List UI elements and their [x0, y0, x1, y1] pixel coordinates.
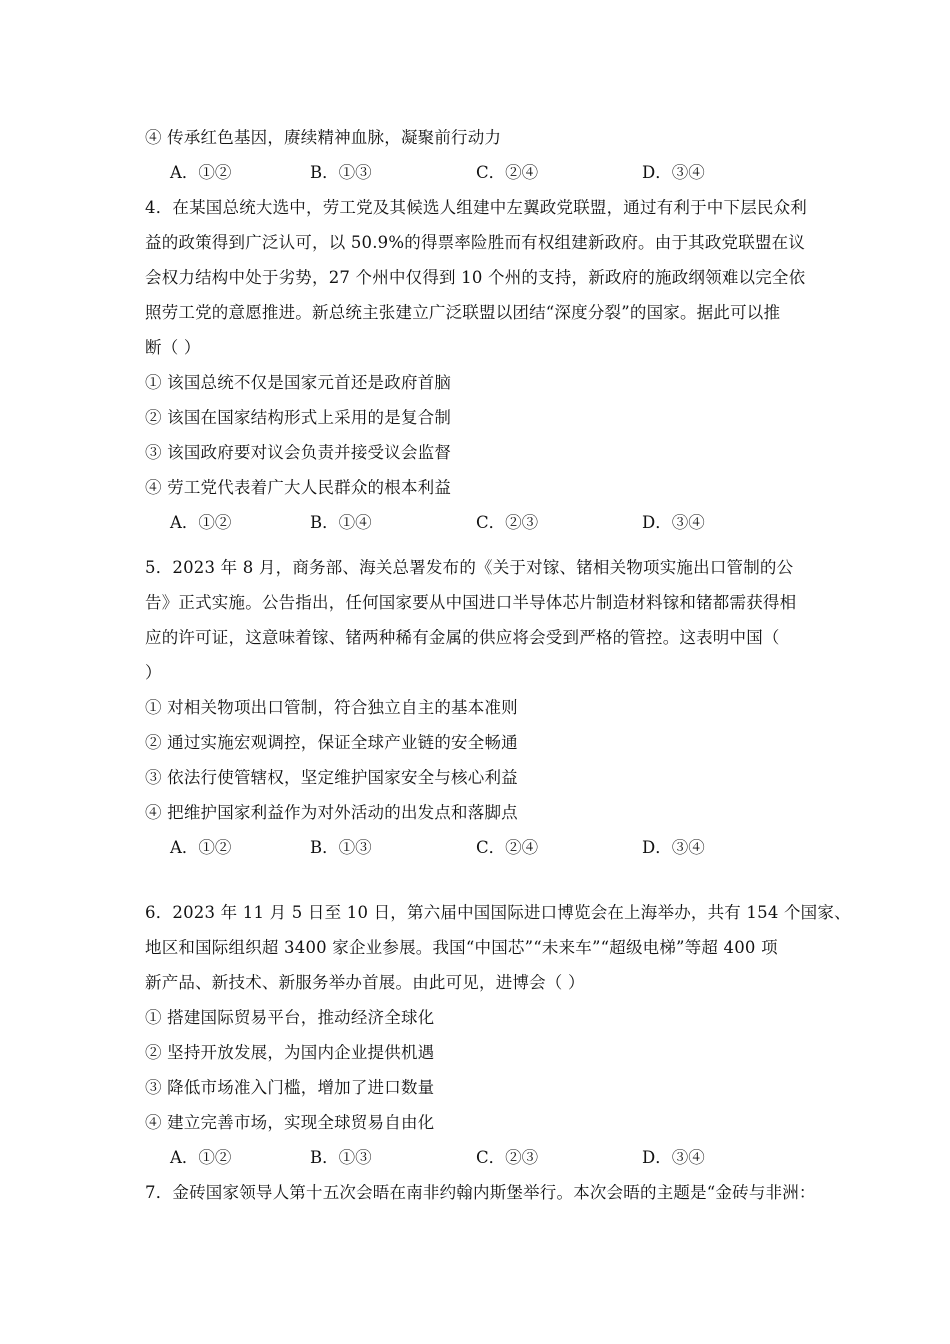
q6-stem-line: 地区和国际组织超 3400 家企业参展。我国“中国芯”“未来车”“超级电梯”等超 400 项 [145, 938, 778, 957]
q5-stem-line: ） [145, 663, 162, 682]
q5-item-1: ① 对相关物项出口管制，符合独立自主的基本准则 [145, 698, 518, 717]
q7-stem-line: 7．金砖国家领导人第十五次会晤在南非约翰内斯堡举行。本次会晤的主题是“金砖与非洲： [145, 1183, 816, 1202]
q6-item-3: ③ 降低市场准入门槛，增加了进口数量 [145, 1078, 435, 1097]
q4-item-1: ① 该国总统不仅是国家元首还是政府首脑 [145, 373, 452, 392]
q3-option-a[interactable]: A．①② [170, 163, 232, 182]
q5-item-4: ④ 把维护国家利益作为对外活动的出发点和落脚点 [145, 803, 518, 822]
q3-option-c[interactable]: C．②④ [476, 163, 539, 182]
q5-option-a[interactable]: A．①② [170, 838, 232, 857]
q4-option-d[interactable]: D．③④ [642, 513, 705, 532]
q6-option-a[interactable]: A．①② [170, 1148, 232, 1167]
q4-stem-line: 4．在某国总统大选中，劳工党及其候选人组建中左翼政党联盟，通过有利于中下层民众利 [145, 198, 807, 217]
q5-item-2: ② 通过实施宏观调控，保证全球产业链的安全畅通 [145, 733, 518, 752]
q3-option-d[interactable]: D．③④ [642, 163, 705, 182]
q5-option-b[interactable]: B．①③ [310, 838, 372, 857]
q4-stem-line: 断（ ） [145, 338, 201, 357]
q5-stem-line: 应的许可证，这意味着镓、锗两种稀有金属的供应将会受到严格的管控。这表明中国（ [145, 628, 780, 647]
q6-item-4: ④ 建立完善市场，实现全球贸易自由化 [145, 1113, 435, 1132]
q5-option-c[interactable]: C．②④ [476, 838, 539, 857]
q4-stem-line: 益的政策得到广泛认可，以 50.9%的得票率险胜而有权组建新政府。由于其政党联盟在议 [145, 233, 806, 252]
q4-item-3: ③ 该国政府要对议会负责并接受议会监督 [145, 443, 452, 462]
q6-item-1: ① 搭建国际贸易平台，推动经济全球化 [145, 1008, 435, 1027]
q4-option-b[interactable]: B．①④ [310, 513, 372, 532]
q3-item-4: ④ 传承红色基因，赓续精神血脉，凝聚前行动力 [145, 128, 502, 147]
q4-stem-line: 照劳工党的意愿推进。新总统主张建立广泛联盟以团结“深度分裂”的国家。据此可以推 [145, 303, 781, 322]
q5-item-3: ③ 依法行使管辖权，坚定维护国家安全与核心利益 [145, 768, 518, 787]
q6-stem-line: 6．2023 年 11 月 5 日至 10 日，第六届中国国际进口博览会在上海举办，共有 154 个国家、 [145, 903, 851, 922]
q5-stem-line: 告》正式实施。公告指出，任何国家要从中国进口半导体芯片制造材料镓和锗都需获得相 [145, 593, 797, 612]
q6-option-c[interactable]: C．②③ [476, 1148, 539, 1167]
q4-option-a[interactable]: A．①② [170, 513, 232, 532]
q5-stem-line: 5．2023 年 8 月，商务部、海关总署发布的《关于对镓、锗相关物项实施出口管制的公 [145, 558, 794, 577]
q4-stem-line: 会权力结构中处于劣势，27 个州中仅得到 10 个州的支持，新政府的施政纲领难以完全依 [145, 268, 806, 287]
q5-option-d[interactable]: D．③④ [642, 838, 705, 857]
q6-stem-line: 新产品、新技术、新服务举办首展。由此可见，进博会（ ） [145, 973, 585, 992]
q6-option-d[interactable]: D．③④ [642, 1148, 705, 1167]
q4-item-2: ② 该国在国家结构形式上采用的是复合制 [145, 408, 452, 427]
q4-item-4: ④ 劳工党代表着广大人民群众的根本利益 [145, 478, 452, 497]
q4-option-c[interactable]: C．②③ [476, 513, 539, 532]
q6-option-b[interactable]: B．①③ [310, 1148, 372, 1167]
q6-item-2: ② 坚持开放发展，为国内企业提供机遇 [145, 1043, 435, 1062]
q3-option-b[interactable]: B．①③ [310, 163, 372, 182]
